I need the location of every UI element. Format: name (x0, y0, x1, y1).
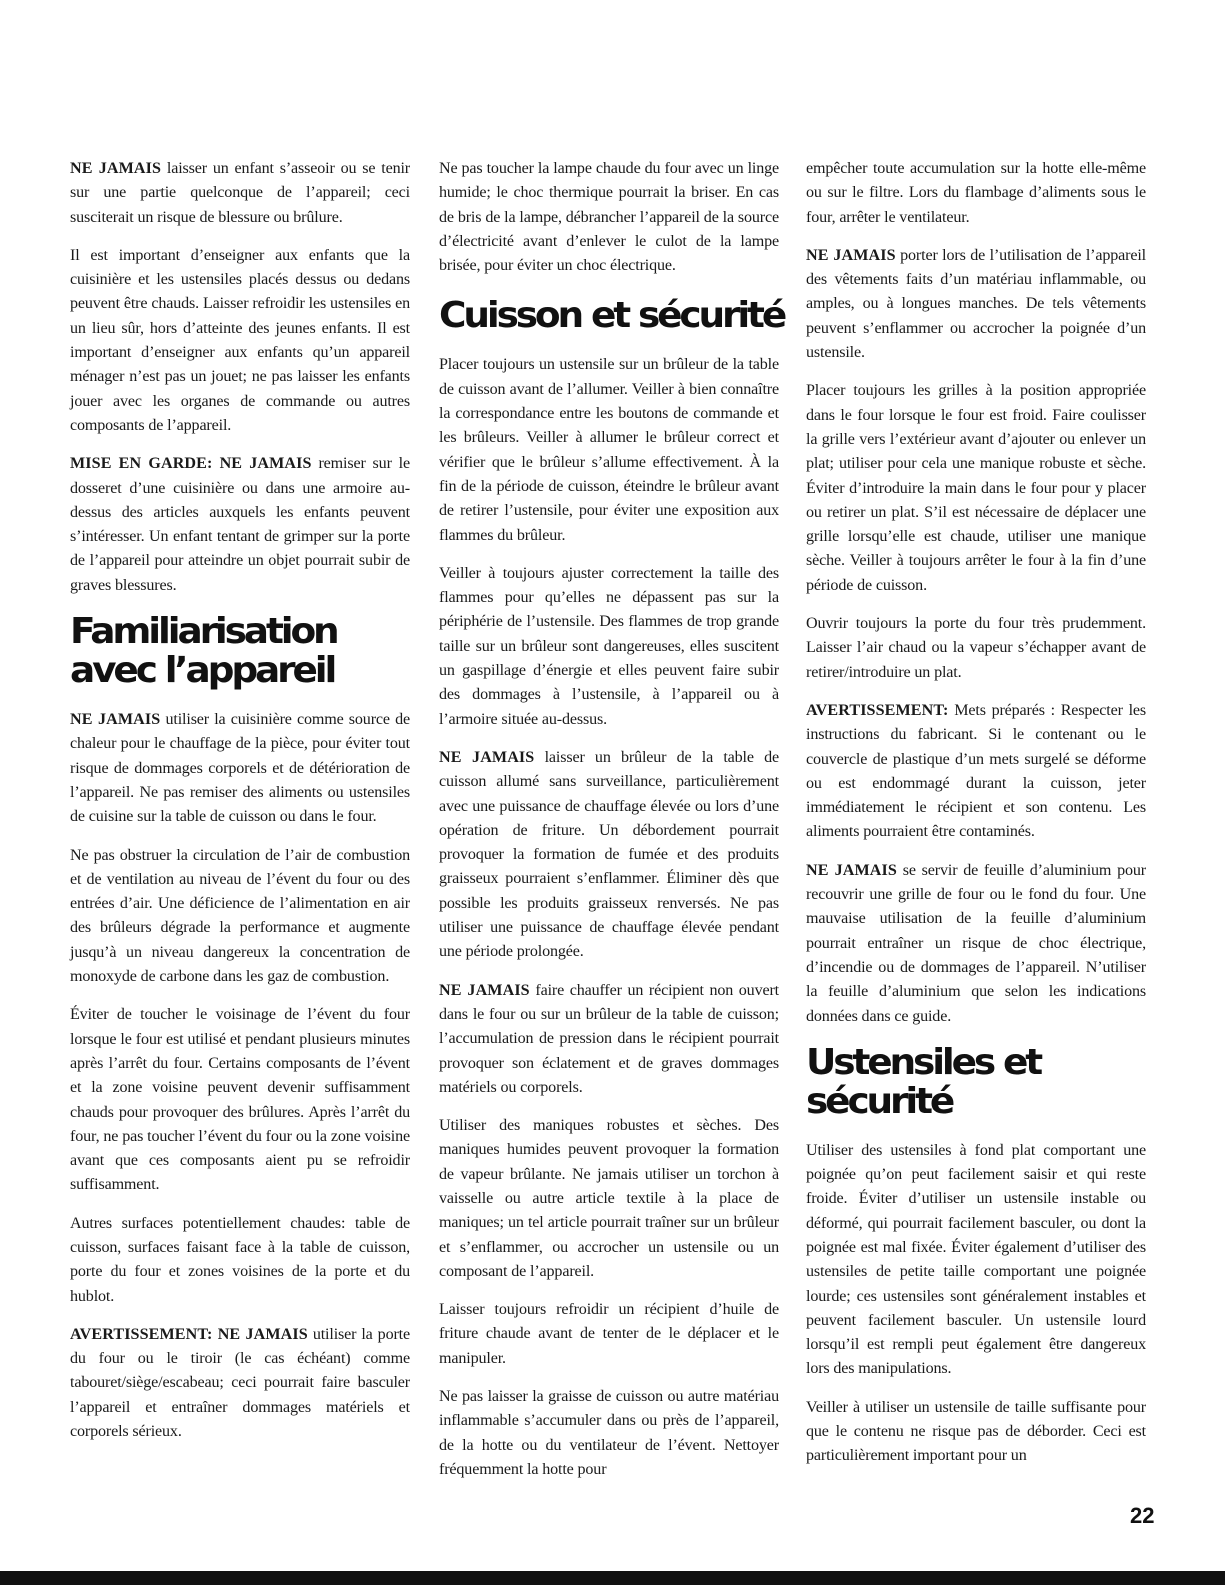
paragraph-text: utiliser la porte du four ou le tiroir (le cas échéant) comme tabouret/siège/escabeau; ceci pourrait faire basculer l’appareil et entraîner dommages matériels et corporels sérieux. (70, 1325, 410, 1441)
paragraph: Laisser toujours refroidir un récipient d’huile de friture chaude avant de tenter de le déplacer et le manipuler. (439, 1301, 779, 1367)
column-3 (806, 157, 1146, 1483)
heading-line: avec l’appareil (70, 650, 335, 692)
section-heading-cuisson: Cuisson et sécurité (439, 295, 785, 337)
paragraph: Ne pas laisser la graisse de cuisson ou autre matériau inflammable s’accumuler dans ou près de l’appareil, de la hotte ou du ventilateur de l’évent. Nettoyer fréquemment la hotte pour (439, 1388, 779, 1478)
paragraph: Utiliser des maniques robustes et sèches. Des maniques humides peuvent provoquer la formation de vapeur brûlante. Ne jamais utiliser un torchon à vaisselle ou autre article textile à la place de maniques; un tel article pourrait traîner sur un brûleur et s’enflammer, ou accrocher un ustensile ou un composant de l’appareil. (439, 1117, 779, 1280)
paragraph: Placer toujours un ustensile sur un brûleur de la table de cuisson avant de l’allumer. Veiller à bien connaître la correspondance entre les boutons de commande et les brûleurs. Veiller à allumer le brûleur correct et vérifier que le brûleur s’allume effectivement. À la fin de la période de cuisson, éteindre le brûleur avant de retirer l’ustensile, pour éviter une exposition aux flammes du brûleur. (439, 356, 779, 544)
heading-line: Ustensiles et (806, 1041, 1041, 1083)
paragraph: Éviter de toucher le voisinage de l’évent du four lorsque le four est utilisé et pendant plusieurs minutes après l’arrêt du four. Certains composants de l’évent et la zone voisine peuvent devenir suffisamment chauds pour provoquer des brûlures. Après l’arrêt du four, ne pas toucher l’évent du four ou la zone voisine avant que ces composants aient pu se refroidir suffisamment. (70, 1006, 410, 1194)
paragraph (439, 979, 779, 1100)
section-heading-ustensiles (806, 1043, 1160, 1121)
paragraph: Ne pas obstruer la circulation de l’air de combustion et de ventilation au niveau de l’évent du four ou des entrées d’air. Une déficience de l’alimentation en air des brûleurs dégrade la performance et augmente jusqu’à un niveau dangereux la concentration de monoxyde de carbone dans les gaz de combustion. (70, 846, 410, 986)
paragraph: empêcher toute accumulation sur la hotte elle-même ou sur le filtre. Lors du flambage d’aliments sous le four, arrêter le ventilateur. (806, 160, 1146, 226)
heading-line: Familiarisation (70, 611, 337, 653)
paragraph (806, 859, 1146, 1029)
warning-lead: NE JAMAIS (70, 711, 161, 729)
bottom-border (0, 1571, 1225, 1585)
paragraph-text: porter lors de l’utilisation de l’appareil des vêtements faits d’un matériau inflammable, ou amples, ou à longues manches. De tels vêtements peuvent s’enflammer ou accrocher la poignée d’un ustensile. (806, 246, 1146, 362)
paragraph (806, 699, 1146, 845)
paragraph (70, 452, 410, 598)
column-2 (439, 157, 785, 1496)
paragraph (439, 746, 779, 965)
column-1 (70, 157, 410, 1458)
warning-lead: NE JAMAIS (439, 748, 535, 766)
paragraph: Ouvrir toujours la porte du four très prudemment. Laisser l’air chaud ou la vapeur s’échapper avant de retirer/introduire un plat. (806, 615, 1146, 681)
warning-lead: AVERTISSEMENT: NE JAMAIS (70, 1325, 308, 1343)
section-heading-familiarisation (70, 612, 424, 690)
paragraph-text: faire chauffer un récipient non ouvert dans le four ou sur un brûleur de la table de cuisson; l’accumulation de pression dans le récipient pourrait provoquer son éclatement et de graves dommages matériels ou corporels. (439, 981, 779, 1096)
paragraph (70, 1323, 410, 1444)
paragraph: Ne pas toucher la lampe chaude du four avec un linge humide; le choc thermique pourrait la briser. En cas de bris de la lampe, débrancher l’appareil de la source d’électricité avant d’enlever le culot de la lampe brisée, pour éviter un choc électrique. (439, 160, 779, 275)
paragraph-text: laisser un enfant s’asseoir ou se tenir sur une partie quelconque de l’appareil; ceci susciterait un risque de blessure ou brûlure. (70, 160, 410, 226)
warning-lead: NE JAMAIS (70, 160, 161, 177)
paragraph (806, 244, 1146, 365)
paragraph (70, 157, 410, 230)
paragraph-text: utiliser la cuisinière comme source de chaleur pour le chauffage de la pièce, pour éviter tout risque de dommages corporels et de détérioration de l’appareil. Ne pas remiser des aliments ou ustensiles de cuisine sur la table de cuisson ou dans le four. (70, 711, 410, 826)
heading-line: sécurité (806, 1080, 953, 1122)
paragraph: Placer toujours les grilles à la position appropriée dans le four lorsque le four est froid. Faire coulisser la grille vers l’extérieur avant d’ajouter ou enlever un plat; utiliser pour cela une manique robuste et sèche. Éviter d’introduire la main dans le four pour y placer ou retirer un plat. S’il est nécessaire de déplacer une grille lorsqu’elle est chaude, utiliser une manique sèche. Veiller à toujours arrêter le four à la fin d’une période de cuisson. (806, 382, 1146, 594)
paragraph: Veiller à toujours ajuster correctement la taille des flammes pour qu’elles ne dépassent pas sur la périphérie de l’ustensile. Des flammes de trop grande taille sur un brûleur sont dangereuses, elles suscitent un gaspillage d’énergie et elles peuvent faire subir des dommages à l’ustensile, à l’appareil ou à l’armoire située au-dessus. (439, 564, 779, 728)
paragraph: Autres surfaces potentiellement chaudes: table de cuisson, surfaces faisant face à la table de cuisson, porte du four et zones voisines de la porte et du hublot. (70, 1214, 410, 1305)
page-number: 22 (1130, 1503, 1155, 1528)
warning-lead: NE JAMAIS (806, 246, 896, 264)
warning-lead: MISE EN GARDE: NE JAMAIS (70, 455, 312, 473)
paragraph: Utiliser des ustensiles à fond plat comportant une poignée qu’on peut facilement saisir et qui reste froide. Éviter d’utiliser un ustensile instable ou déformé, qui pourrait facilement basculer, ou dont la poignée est mal fixée. Éviter également d’utiliser des ustensiles de petite taille comportant une poignée lourde; ces ustensiles sont généralement instables et peuvent facilement basculer. Un ustensile lourd lorsqu’il est rempli peut également être dangereux lors des manipulations. (806, 1141, 1146, 1378)
warning-lead: NE JAMAIS (806, 861, 897, 879)
paragraph: Veiller à utiliser un ustensile de taille suffisante pour que le contenu ne risque pas de déborder. Ceci est particulièrement important pour un (806, 1398, 1146, 1465)
paragraph-text: laisser un brûleur de la table de cuisson allumé sans surveillance, particulièrement avec une puissance de chauffage élevée ou lors d’une opération de friture. Un débordement pourrait provoquer la formation de fumée et des produits graisseux pourraient s’enflammer. Éliminer dès que possible les produits graisseux renversés. Ne pas utiliser une puissance de chauffage élevée pendant une période prolongée. (439, 748, 779, 961)
paragraph (70, 708, 410, 829)
warning-lead: AVERTISSEMENT: (806, 701, 949, 719)
warning-lead: NE JAMAIS (439, 981, 530, 999)
paragraph-text: se servir de feuille d’aluminium pour recouvrir une grille de four ou le fond du four. Une mauvaise utilisation de la feuille d’aluminium pourrait entraîner un risque de choc électrique, d’incendie ou de dommages de l’appareil. N’utiliser la feuille d’aluminium que selon les indications données dans ce guide. (806, 861, 1146, 1025)
paragraph-text: remiser sur le dosseret d’une cuisinière ou dans une armoire au-dessus des articles auxquels les enfants peuvent s’intéresser. Un enfant tentant de grimper sur la porte de l’appareil pour atteindre un objet pourrait subir de graves blessures. (70, 455, 410, 594)
paragraph: Il est important d’enseigner aux enfants que la cuisinière et les ustensiles placés dessus ou dedans peuvent être chauds. Laisser refroidir les ustensiles en un lieu sûr, hors d’atteinte des jeunes enfants. Il est important d’enseigner aux enfants qu’un appareil ménager n’est pas un jouet; ne pas laisser les enfants jouer avec les organes de commande ou autres composants de l’appareil. (70, 246, 410, 434)
paragraph-text: Mets préparés : Respecter les instructions du fabricant. Si le contenant ou le couvercle de plastique d’un mets surgelé se déforme ou est endommagé durant la cuisson, jeter immédiatement le récipient et son contenu. Les aliments pourraient être contaminés. (806, 701, 1146, 841)
